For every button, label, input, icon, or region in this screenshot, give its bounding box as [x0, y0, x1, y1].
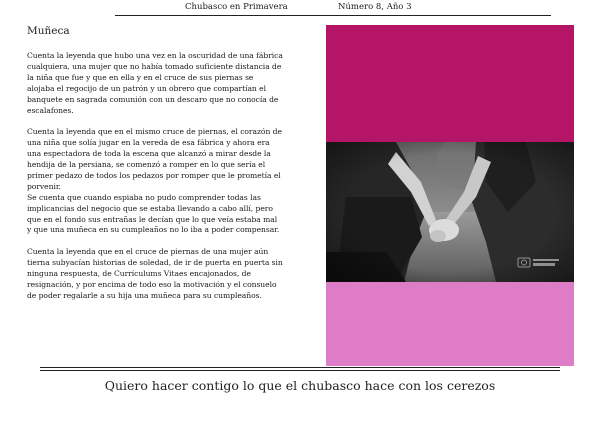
- page-header: [0, 0, 600, 16]
- article-paragraph-2: Cuenta la leyenda que en el mismo cruce de piernas, el corazón de una niña que solía jugar en la vereda de esa fábrica y ahora era una espectadora de toda la escena que alcanzó a mirar desde la hendija de la persiana, se comenzó a romper en lo que sería el primer pedazo de todos los pedazos por romper que le prometía el porvenir.: [27, 127, 282, 191]
- issue-number: Número 8, Año 3: [338, 2, 412, 12]
- footer-quote: Quiero hacer contigo lo que el chubasco hace con los cerezos: [104, 378, 496, 393]
- pink-color-block: [326, 282, 574, 366]
- magenta-color-block: [326, 25, 574, 142]
- article-paragraph-1: Cuenta la leyenda que hubo una vez en la oscuridad de una fábrica cualquiera, una mujer que no había tomado suficiente distancia de la niña que fue y que en ella y en el cruce de sus piernas se alojaba el regocijo de un patrón y un obrero que compartían el banquete en sagrada comunión con un descaro que no conocía de escalafones.: [27, 51, 283, 115]
- photo-illustration: [326, 142, 574, 282]
- header-rule: [115, 15, 551, 16]
- article-title: Muñeca: [27, 25, 70, 37]
- article-body: [27, 51, 283, 313]
- holding-hands-photo: [326, 142, 574, 282]
- footer-rule-bottom: [40, 370, 560, 371]
- footer-rule-top: [40, 367, 560, 368]
- article-paragraph-4: Cuenta la leyenda que en el cruce de piernas de una mujer aún tierna subyacían historias de soledad, de ir de puerta en puerta sin ninguna respuesta, de Currículums Vitaes encajonados, de resignación, y por encima de todo eso la motivación y el consuelo de poder regalarle a su hija una muñeca para su cumpleaños.: [27, 247, 283, 300]
- publication-name: Chubasco en Primavera: [185, 2, 288, 12]
- article-paragraph-3: Se cuenta que cuando espiaba no pudo comprender todas las implicancias del negocio que se estaba llevando a cabo allí, pero que en el fondo sus entrañas le decían que lo que veía estaba mal y que una muñeca en su cumpleaños no lo iba a poder compensar.: [27, 192, 280, 235]
